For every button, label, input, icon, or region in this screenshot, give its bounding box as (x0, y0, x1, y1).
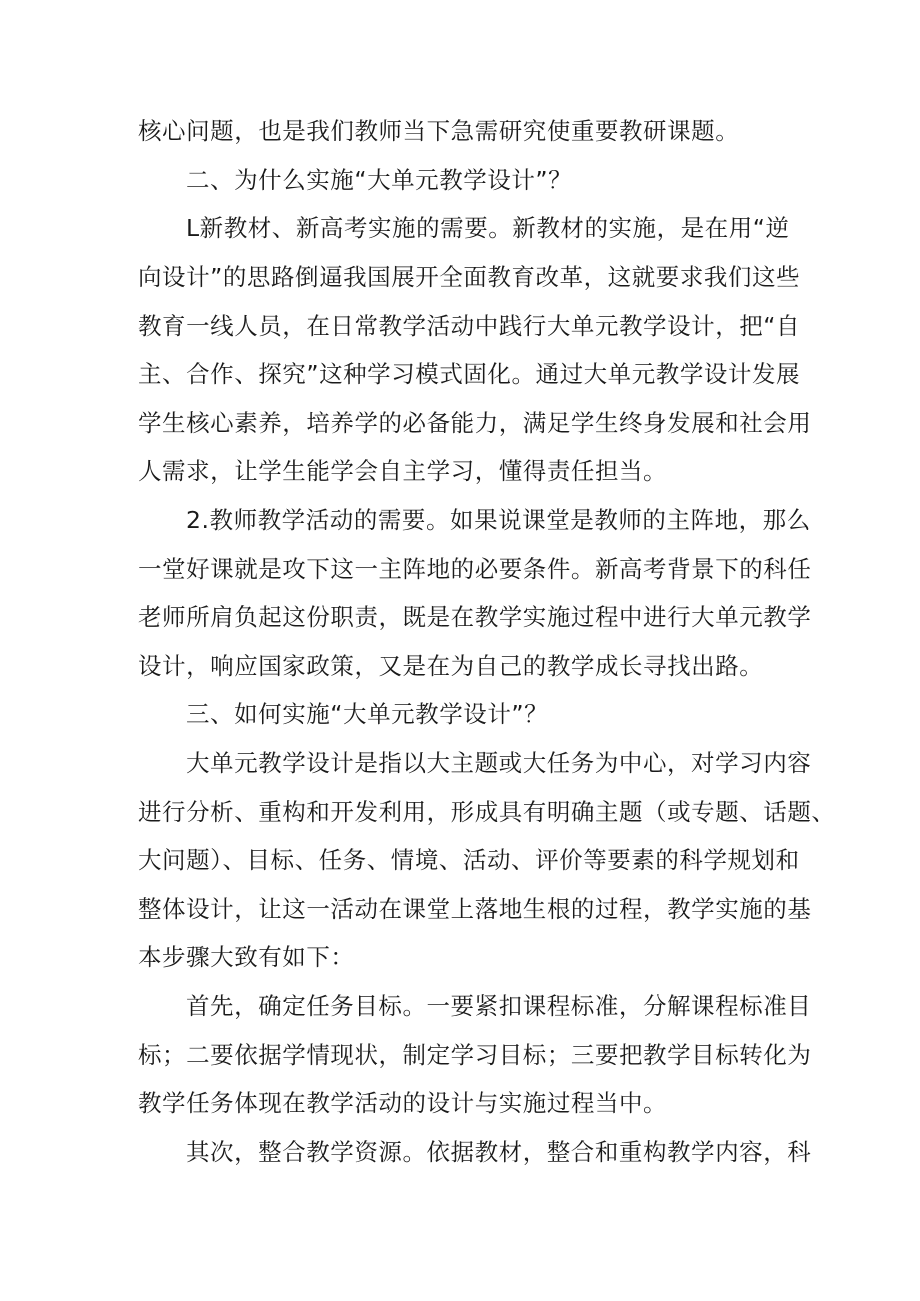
text-line: 本步骤大致有如下： (138, 943, 355, 971)
text-line: 主、合作、探究”这种学习模式固化。通过大单元教学设计发展 (138, 360, 801, 388)
section-heading: 三、如何实施“大单元教学设计”？ (186, 700, 549, 728)
text-line: 首先，确定任务目标。一要紧扣课程标准，分解课程标准目 (186, 992, 812, 1020)
text-line: 2.教师教学活动的需要。如果说课堂是教师的主阵地，那么 (186, 506, 811, 534)
text-line: 核心问题，也是我们教师当下急需研究使重要教研课题。 (138, 117, 740, 145)
text-line: 其次，整合教学资源。依据教材，整合和重构教学内容，科 (186, 1138, 812, 1166)
text-line: 教育一线人员，在日常教学活动中践行大单元教学设计，把“自 (138, 312, 801, 340)
text-line: 一堂好课就是攻下这一主阵地的必要条件。新高考背景下的科任 (138, 555, 812, 583)
text-line: 设计，响应国家政策，又是在为自己的教学成长寻找出路。 (138, 652, 764, 680)
section-heading: 二、为什么实施“大单元教学设计”？ (186, 166, 573, 194)
text-line: 标；二要依据学情现状，制定学习目标；三要把教学目标转化为 (138, 1041, 812, 1069)
text-line: 老师所肩负起这份职责，既是在教学实施过程中进行大单元教学 (138, 603, 812, 631)
text-line: 进行分析、重构和开发利用，形成具有明确主题（或专题、话题、 (138, 798, 836, 826)
text-line: 向设计”的思路倒逼我国展开全面教育改革，这就要求我们这些 (138, 263, 801, 291)
text-line: 人需求，让学生能学会自主学习，懂得责任担当。 (138, 457, 668, 485)
text-line: 大单元教学设计是指以大主题或大任务为中心，对学习内容 (186, 749, 812, 777)
text-line: L新教材、新高考实施的需要。新教材的实施，是在用“逆 (186, 214, 790, 242)
text-line: 教学任务体现在教学活动的设计与实施过程当中。 (138, 1089, 668, 1117)
text-line: 整体设计，让这一活动在课堂上落地生根的过程，教学实施的基 (138, 895, 812, 923)
text-line: 学生核心素养，培养学的必备能力，满足学生终身发展和社会用 (138, 409, 812, 437)
text-line: 大问题）、目标、任务、情境、活动、评价等要素的科学规划和 (138, 846, 800, 874)
